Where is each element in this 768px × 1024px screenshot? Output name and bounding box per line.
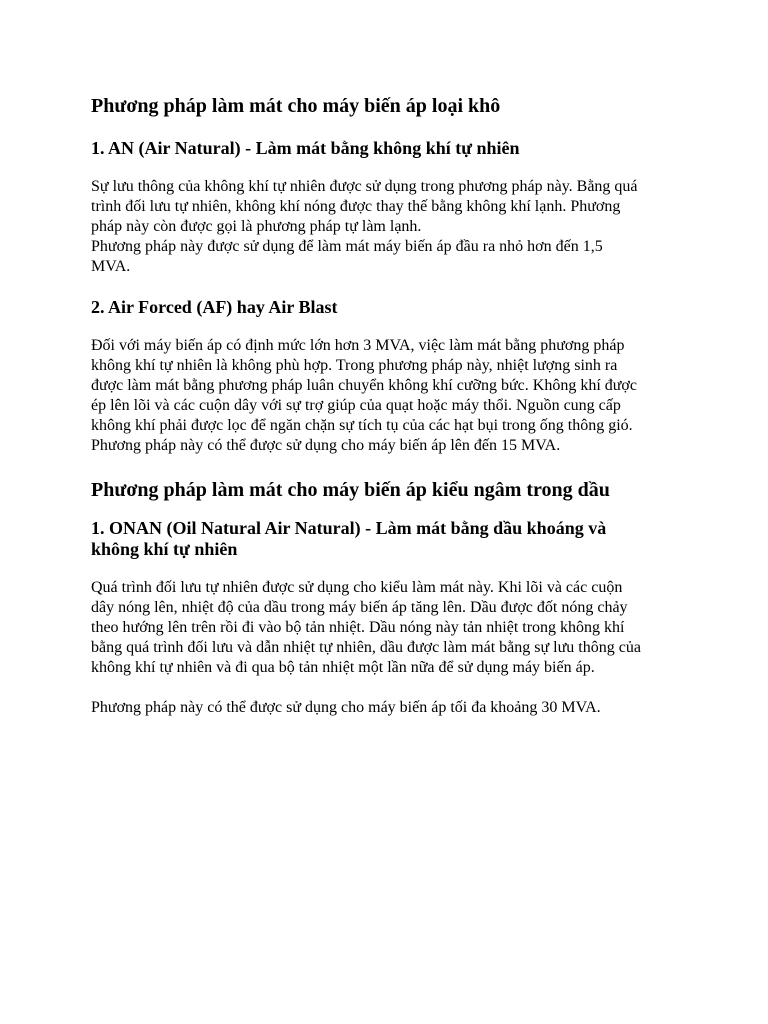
document-page bbox=[91, 92, 691, 718]
subheading-onan bbox=[91, 518, 691, 560]
paragraph-line: Đối với máy biến áp có định mức lớn hơn 3 MVA, việc làm mát bằng phương pháp bbox=[91, 337, 625, 354]
paragraph-an bbox=[91, 177, 691, 277]
paragraph-line: không khí phải được lọc để ngăn chặn sự tích tụ của các hạt bụi trong ống thông gió. bbox=[91, 417, 633, 434]
subheading-af: 2. Air Forced (AF) hay Air Blast bbox=[91, 297, 338, 317]
paragraph-line: được làm mát bằng phương pháp luân chuyển không khí cưỡng bức. Không khí được bbox=[91, 377, 637, 394]
heading-line: 1. ONAN (Oil Natural Air Natural) - Làm mát bằng dầu khoáng và bbox=[91, 518, 607, 538]
paragraph-line: dây nóng lên, nhiệt độ của dầu trong máy biến áp tăng lên. Dầu được đốt nóng chảy bbox=[91, 599, 628, 616]
paragraph-af bbox=[91, 336, 691, 456]
paragraph-line: MVA. bbox=[91, 258, 131, 275]
paragraph-line: Phương pháp này được sử dụng để làm mát máy biến áp đầu ra nhỏ hơn đến 1,5 bbox=[91, 238, 603, 255]
paragraph-line: theo hướng lên trên rồi đi vào bộ tản nhiệt. Dầu nóng này tản nhiệt trong không khí bbox=[91, 619, 625, 636]
paragraph-line: không khí tự nhiên là không phù hợp. Trong phương pháp này, nhiệt lượng sinh ra bbox=[91, 357, 618, 374]
subheading-an: 1. AN (Air Natural) - Làm mát bằng không khí tự nhiên bbox=[91, 138, 520, 158]
paragraph-line: Sự lưu thông của không khí tự nhiên được sử dụng trong phương pháp này. Bằng quá bbox=[91, 178, 638, 195]
paragraph-line: Quá trình đối lưu tự nhiên được sử dụng cho kiểu làm mát này. Khi lõi và các cuộn bbox=[91, 579, 623, 596]
heading-line: không khí tự nhiên bbox=[91, 539, 238, 559]
paragraph-line: pháp này còn được gọi là phương pháp tự làm lạnh. bbox=[91, 218, 422, 235]
section-title-oil-immersed: Phương pháp làm mát cho máy biến áp kiểu ngâm trong dầu bbox=[91, 479, 610, 501]
paragraph-line: Phương pháp này có thể được sử dụng cho máy biến áp lên đến 15 MVA. bbox=[91, 437, 561, 454]
paragraph-onan bbox=[91, 578, 691, 678]
paragraph-line: không khí tự nhiên và đi qua bộ tản nhiệt một lần nữa để sử dụng máy biến áp. bbox=[91, 659, 595, 676]
paragraph-line: ép lên lõi và các cuộn dây với sự trợ giúp của quạt hoặc máy thổi. Nguồn cung cấp bbox=[91, 397, 621, 414]
paragraph-line: bằng quá trình đối lưu và dẫn nhiệt tự nhiên, dầu được làm mát bằng sự lưu thông của bbox=[91, 639, 641, 656]
section-title-dry-type: Phương pháp làm mát cho máy biến áp loại khô bbox=[91, 95, 501, 117]
paragraph-line: trình đối lưu tự nhiên, không khí nóng được thay thế bằng không khí lạnh. Phương bbox=[91, 198, 621, 215]
paragraph-onan-capacity: Phương pháp này có thể được sử dụng cho máy biến áp tối đa khoảng 30 MVA. bbox=[91, 699, 601, 716]
